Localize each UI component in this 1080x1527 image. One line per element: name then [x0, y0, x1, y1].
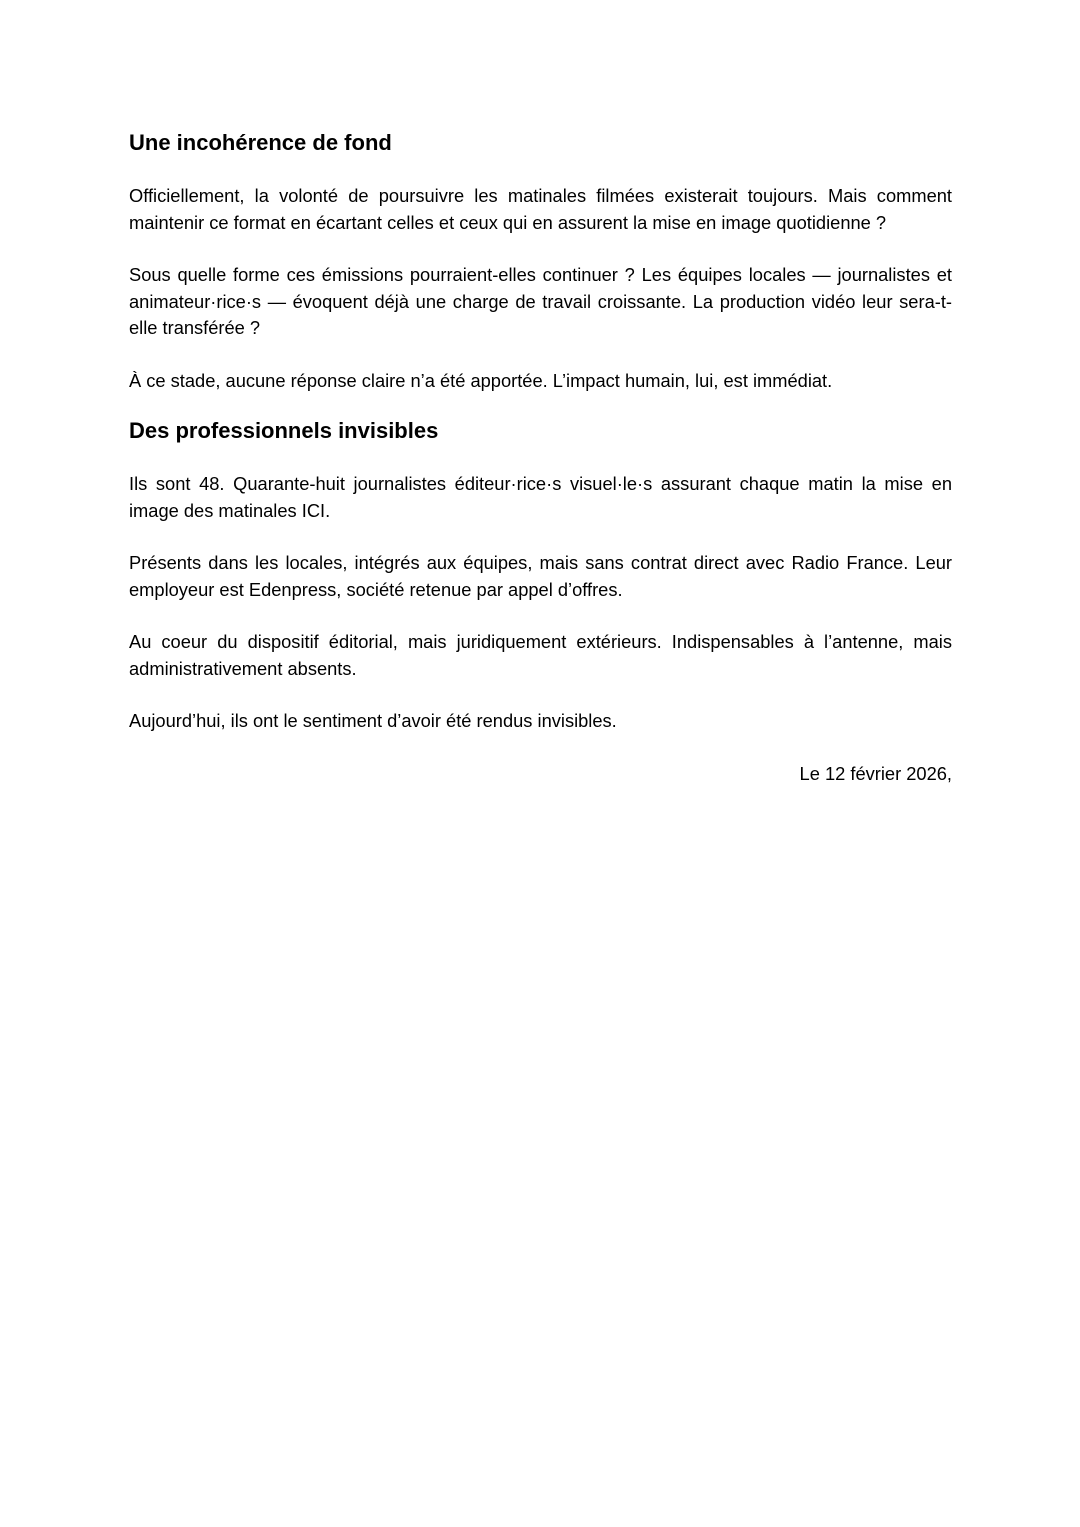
- paragraph: Sous quelle forme ces émissions pourraient-elles continuer ? Les équipes locales — journalistes et animateur·rice·s — évoquent déjà une charge de travail croissante. La production vidéo leur sera-t-elle transférée ?: [129, 264, 952, 338]
- paragraph: Officiellement, la volonté de poursuivre les matinales filmées existerait toujours. Mais comment maintenir ce format en écartant celles et ceux qui en assurent la mise en image quotidienne ?: [129, 185, 952, 233]
- paragraph: Aujourd’hui, ils ont le sentiment d’avoir été rendus invisibles.: [129, 710, 617, 731]
- section-heading: Des professionnels invisibles: [129, 418, 439, 443]
- paragraph: Ils sont 48. Quarante-huit journalistes éditeur·rice·s visuel·le·s assurant chaque matin la mise en image des matinales ICI.: [129, 473, 952, 521]
- document-date: Le 12 février 2026,: [799, 762, 952, 784]
- paragraph: Au coeur du dispositif éditorial, mais juridiquement extérieurs. Indispensables à l’antenne, mais administrativement absents.: [129, 631, 952, 679]
- section-heading: Une incohérence de fond: [129, 130, 392, 155]
- paragraph: Présents dans les locales, intégrés aux équipes, mais sans contrat direct avec Radio France. Leur employeur est Edenpress, société retenue par appel d’offres.: [129, 552, 952, 600]
- document-body: [129, 128, 952, 787]
- paragraph: À ce stade, aucune réponse claire n’a été apportée. L’impact humain, lui, est immédiat.: [129, 369, 833, 391]
